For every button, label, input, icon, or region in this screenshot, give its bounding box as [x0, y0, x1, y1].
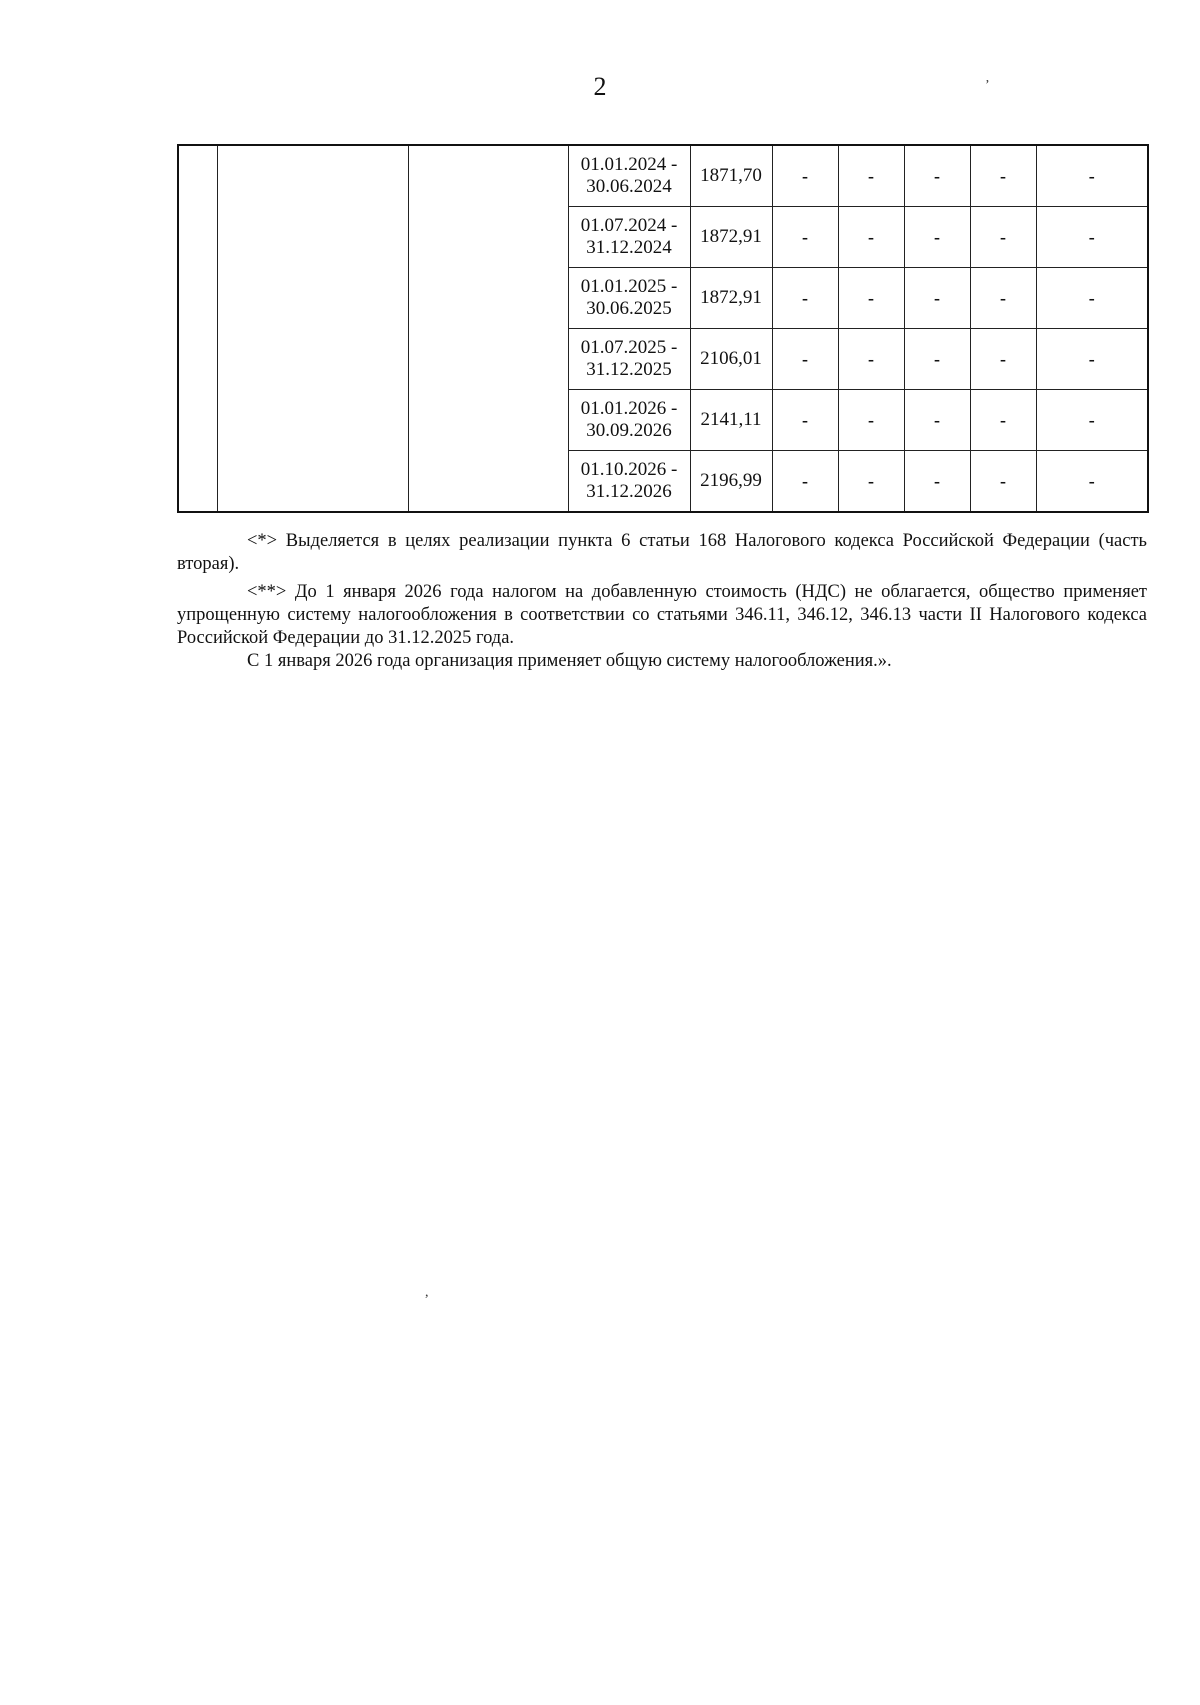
value-cell: - [904, 145, 970, 207]
period-end: 31.12.2024 [586, 237, 672, 258]
period-cell [568, 390, 690, 451]
row-number-cell [178, 145, 217, 512]
period-cell [568, 207, 690, 268]
price-cell: 2141,11 [690, 390, 772, 451]
footnotes [177, 530, 1147, 673]
value-cell: - [904, 207, 970, 268]
price-cell: 1872,91 [690, 207, 772, 268]
organization-cell [217, 145, 408, 512]
value-cell: - [904, 390, 970, 451]
value-cell: - [904, 451, 970, 513]
period-end: 30.06.2024 [586, 176, 672, 197]
scan-speck: ’ [985, 78, 990, 93]
footnote-general-taxation: С 1 января 2026 года организация применяет общую систему налогообложения.». [247, 651, 892, 671]
footnote-vat-exemption: <**> До 1 января 2026 года налогом на добавленную стоимость (НДС) не облагается, общество применяет упрощенную систему налогообложения в соответствии со статьями 346.11, 346.12, 346.13 части II Налогового кодекса Российской Федерации до 31.12.2025 года. [177, 582, 1147, 648]
value-cell: - [772, 390, 838, 451]
value-cell: - [772, 145, 838, 207]
period-end: 31.12.2025 [586, 359, 672, 380]
period-start: 01.01.2026 - [580, 398, 678, 419]
value-cell: - [838, 268, 904, 329]
value-cell: - [838, 390, 904, 451]
period-start: 01.01.2024 - [580, 154, 678, 175]
period-end: 30.06.2025 [586, 298, 672, 319]
value-cell: - [1036, 145, 1148, 207]
value-cell: - [838, 145, 904, 207]
value-cell: - [970, 207, 1036, 268]
value-cell: - [772, 207, 838, 268]
table-row [178, 145, 1148, 207]
price-cell: 1871,70 [690, 145, 772, 207]
value-cell: - [1036, 207, 1148, 268]
period-end: 31.12.2026 [586, 481, 672, 502]
value-cell: - [970, 451, 1036, 513]
period-cell [568, 329, 690, 390]
value-cell: - [838, 207, 904, 268]
page-number: 2 [593, 72, 607, 101]
value-cell: - [772, 329, 838, 390]
period-end: 30.09.2026 [586, 420, 672, 441]
value-cell: - [970, 145, 1036, 207]
period-start: 01.07.2024 - [580, 215, 678, 236]
value-cell: - [1036, 451, 1148, 513]
value-cell: - [772, 268, 838, 329]
tariff-type-cell [408, 145, 568, 512]
value-cell: - [904, 329, 970, 390]
period-cell [568, 451, 690, 513]
value-cell: - [838, 329, 904, 390]
footnote-vat-allocation: <*> Выделяется в целях реализации пункта 6 статьи 168 Налогового кодекса Российской Федерации (часть вторая). [177, 531, 1147, 574]
period-cell [568, 145, 690, 207]
value-cell: - [1036, 329, 1148, 390]
period-start: 01.07.2025 - [580, 337, 678, 358]
period-start: 01.10.2026 - [580, 459, 678, 480]
value-cell: - [970, 268, 1036, 329]
value-cell: - [772, 451, 838, 513]
value-cell: - [904, 268, 970, 329]
value-cell: - [1036, 268, 1148, 329]
price-cell: 1872,91 [690, 268, 772, 329]
price-cell: 2106,01 [690, 329, 772, 390]
value-cell: - [838, 451, 904, 513]
value-cell: - [1036, 390, 1148, 451]
period-start: 01.01.2025 - [580, 276, 678, 297]
tariff-table [177, 144, 1149, 513]
price-cell: 2196,99 [690, 451, 772, 513]
period-cell [568, 268, 690, 329]
value-cell: - [970, 390, 1036, 451]
table-body [178, 145, 1148, 512]
value-cell: - [970, 329, 1036, 390]
scan-speck: , [425, 1285, 429, 1300]
